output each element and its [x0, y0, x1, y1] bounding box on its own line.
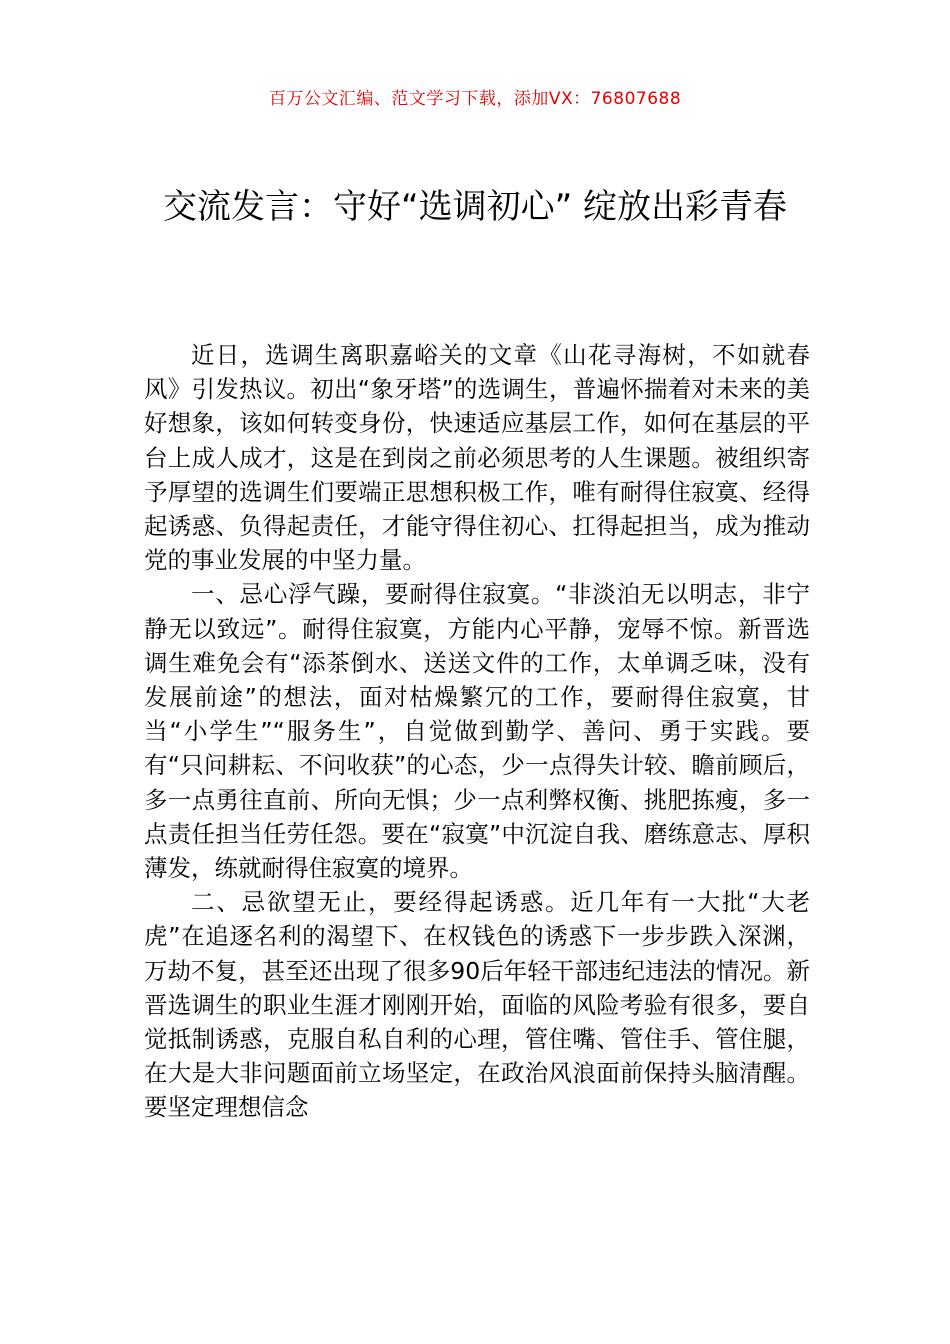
paragraph-section-1: 一、忌心浮气躁，要耐得住寂寞。“非淡泊无以明志，非宁静无以致远”。耐得住寂寞，方能内心平静，宠辱不惊。新晋选调生难免会有“添茶倒水、送送文件的工作，太单调乏味，没有发展前途”的想法，面对枯燥繁冗的工作，要耐得住寂寞，甘当“小学生”“服务生”，自觉做到勤学、善问、勇于实践。要有“只问耕耘、不问收获”的心态，少一点得失计较、瞻前顾后，多一点勇往直前、所向无惧；少一点利弊权衡、挑肥拣瘦，多一点责任担当任劳任怨。要在“寂寞”中沉淀自我、磨练意志、厚积薄发，练就耐得住寂寞的境界。	[144, 580, 810, 883]
paragraph-intro: 近日，选调生离职嘉峪关的文章《山花寻海树，不如就春风》引发热议。初出“象牙塔”的选调生，普遍怀揣着对未来的美好想象，该如何转变身份，快速适应基层工作，如何在基层的平台上成人成才，这是在到岗之前必须思考的人生课题。被组织寄予厚望的选调生们要端正思想积极工作，唯有耐得住寂寞、经得起诱惑、负得起责任，才能守得住初心、扛得起担当，成为推动党的事业发展的中坚力量。	[144, 341, 810, 575]
document-body	[144, 338, 810, 1125]
page-title: 交流发言：守好“选调初心” 绽放出彩青春	[162, 187, 788, 227]
paragraph-section-2: 二、忌欲望无止，要经得起诱惑。近几年有一大批“大老虎”在追逐名利的渴望下、在权钱色的诱惑下一步步跌入深渊，万劫不复，甚至还出现了很多90后年轻干部违纪违法的情况。新晋选调生的职业生涯才刚刚开始，面临的风险考验有很多，要自觉抵制诱惑，克服自私自利的心理，管住嘴、管住手、管住腿，在大是大非问题面前立场坚定，在政治风浪面前保持头脑清醒。要坚定理想信念	[144, 888, 810, 1122]
header-note: 百万公文汇编、范文学习下载，添加VX：76807688	[268, 89, 682, 109]
